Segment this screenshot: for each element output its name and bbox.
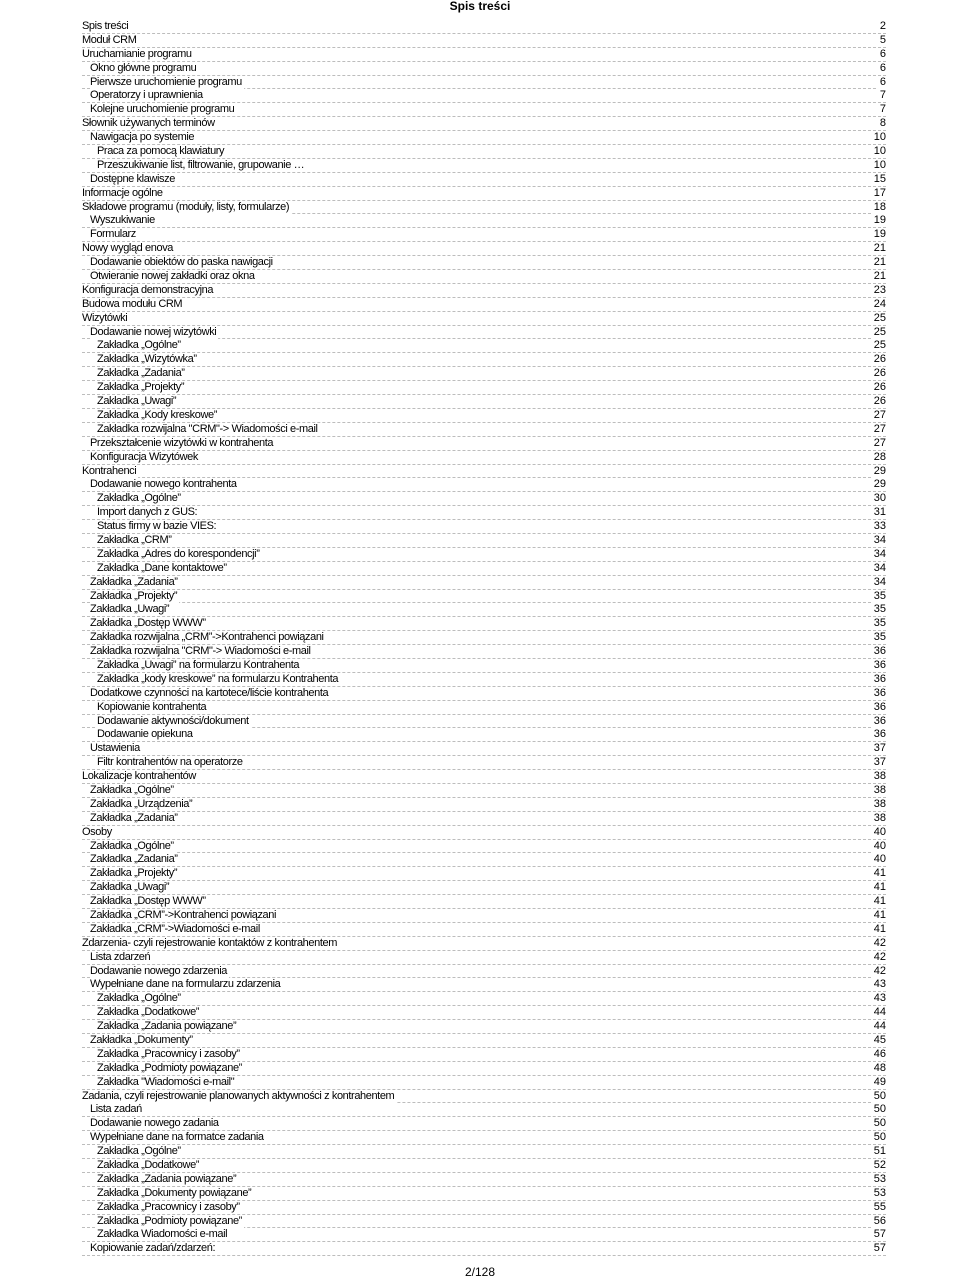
toc-entry-page: 6 xyxy=(877,76,886,89)
toc-entry-page: 41 xyxy=(871,881,886,894)
toc-entry-page: 23 xyxy=(871,284,886,297)
toc-entry-title[interactable]: Kolejne uruchomienie programu xyxy=(90,103,235,116)
toc-entry[interactable] xyxy=(82,1159,886,1173)
toc-entry-title[interactable]: Słownik używanych terminów xyxy=(82,117,215,130)
toc-entry-page: 17 xyxy=(871,187,886,200)
toc-entry-title[interactable]: Zakładka „CRM”->Kontrahenci powiązani xyxy=(90,909,277,921)
toc-entry-title[interactable]: Zakładka „Zadania” xyxy=(90,575,178,588)
toc-entry[interactable] xyxy=(82,1062,886,1076)
toc-entry-title[interactable]: Zakładka „Ogólne” xyxy=(97,1145,181,1158)
toc-entry-page: 35 xyxy=(871,631,886,644)
toc-entry-title[interactable]: Dostępne klawisze xyxy=(90,172,175,185)
toc-entry-title[interactable]: Przeszukiwanie list, filtrowanie, grupowanie … xyxy=(97,158,305,171)
toc-entry-title[interactable]: Zakładka „Uwagi” na formularzu Kontrahenta xyxy=(97,658,300,671)
toc-entry-page: 52 xyxy=(871,1159,886,1172)
toc-entry[interactable] xyxy=(82,784,886,798)
toc-entry[interactable] xyxy=(82,840,886,854)
toc-entry-title[interactable]: Zakładka „Urządzenia” xyxy=(90,797,193,810)
toc-entry-title[interactable]: Zakładka „Uwagi” xyxy=(90,603,170,616)
toc-entry-page: 46 xyxy=(871,1048,886,1061)
toc-entry-page: 36 xyxy=(871,715,886,728)
toc-entry[interactable] xyxy=(82,506,886,520)
toc-entry[interactable] xyxy=(82,965,886,979)
toc-entry[interactable] xyxy=(82,756,886,770)
toc-entry[interactable] xyxy=(82,909,886,923)
toc-entry[interactable] xyxy=(82,201,886,215)
toc-entry-page: 50 xyxy=(871,1131,886,1144)
page-header xyxy=(0,0,960,14)
toc-entry[interactable] xyxy=(82,367,886,381)
toc-entry-page: 31 xyxy=(871,506,886,519)
toc-entry-page: 34 xyxy=(871,562,886,575)
toc-entry-page: 48 xyxy=(871,1062,886,1075)
toc-entry-page: 42 xyxy=(871,965,886,978)
toc-entry[interactable] xyxy=(82,534,886,548)
toc-entry[interactable] xyxy=(82,1090,886,1104)
toc-entry-title[interactable]: Zakładka „Dostęp WWW” xyxy=(90,895,206,908)
toc-entry-title[interactable]: Filtr kontrahentów na operatorze xyxy=(97,756,243,769)
toc-entry-page: 57 xyxy=(871,1242,886,1255)
toc-entry[interactable] xyxy=(82,826,886,840)
toc-entry-title[interactable]: Lokalizacje kontrahentów xyxy=(82,770,196,783)
toc-entry-title[interactable]: Zakładka „Ogólne” xyxy=(97,339,181,352)
toc-entry-title[interactable]: Zakładka rozwijalna „CRM”->Kontrahenci powiązani xyxy=(90,631,324,644)
toc-entry-title[interactable]: Zakładka „Zadania” xyxy=(90,811,178,824)
toc-entry[interactable] xyxy=(82,895,886,909)
toc-entry-title[interactable]: Zakładka „Podmioty powiązane” xyxy=(97,1214,242,1227)
toc-entry-title[interactable]: Kontrahenci xyxy=(82,464,137,477)
toc-entry-title[interactable]: Konfiguracja demonstracyjna xyxy=(82,283,214,296)
toc-entry-title[interactable]: Pierwsze uruchomienie programu xyxy=(90,75,242,88)
toc-entry[interactable] xyxy=(82,867,886,881)
toc-entry-title[interactable]: Nowy wygląd enova xyxy=(82,242,174,255)
toc-entry-title[interactable]: Dodawanie aktywności/dokument xyxy=(97,714,249,727)
toc-entry-title[interactable]: Zakładka „Podmioty powiązane” xyxy=(97,1061,242,1074)
toc-entry-title[interactable]: Moduł CRM xyxy=(82,33,137,46)
toc-entry-title[interactable]: Zakładka „Ogólne” xyxy=(90,839,174,852)
toc-entry-page: 6 xyxy=(877,48,886,61)
toc-entry[interactable] xyxy=(82,978,886,992)
toc-entry-page: 41 xyxy=(871,923,886,936)
toc-entry[interactable] xyxy=(82,76,886,90)
toc-entry-title[interactable]: Nawigacja po systemie xyxy=(90,131,195,144)
toc-entry-page: 26 xyxy=(871,395,886,408)
toc-entry[interactable] xyxy=(82,728,886,742)
toc-entry[interactable] xyxy=(82,1131,886,1145)
toc-entry[interactable] xyxy=(82,131,886,145)
toc-entry-page: 44 xyxy=(871,1020,886,1033)
toc-entry-title[interactable]: Zakładka „Zadania” xyxy=(97,367,185,380)
toc-entry-title[interactable]: Zakładka „Zadania” xyxy=(90,853,178,866)
toc-entry-page: 51 xyxy=(871,1145,886,1158)
toc-entry-page: 34 xyxy=(871,534,886,547)
toc-entry-page: 41 xyxy=(871,867,886,880)
toc-entry-title[interactable]: Okno główne programu xyxy=(90,61,197,74)
toc-entry-page: 36 xyxy=(871,659,886,672)
toc-entry-title[interactable]: Informacje ogólne xyxy=(82,186,163,199)
toc-entry-title[interactable]: Konfiguracja Wizytówek xyxy=(90,450,198,463)
toc-entry-page: 6 xyxy=(877,62,886,75)
toc-entry-title[interactable]: Zakładka „Uwagi” xyxy=(97,395,177,408)
toc-entry-title[interactable]: Zakładka „Pracownicy i zasoby” xyxy=(97,1047,240,1060)
toc-entry[interactable] xyxy=(82,145,886,159)
toc-entry-page: 56 xyxy=(871,1215,886,1228)
toc-entry-title[interactable]: Zakładka „Kody kreskowe” xyxy=(97,408,218,421)
toc-entry-page: 21 xyxy=(871,256,886,269)
toc-entry[interactable] xyxy=(82,715,886,729)
toc-entry-page: 29 xyxy=(871,478,886,491)
toc-entry-title[interactable]: Zakładka rozwijalna "CRM"-> Wiadomości e-mail xyxy=(97,422,318,435)
toc-entry-page: 50 xyxy=(871,1117,886,1130)
toc-entry-page: 8 xyxy=(877,117,886,130)
toc-entry-page: 36 xyxy=(871,701,886,714)
toc-entry[interactable] xyxy=(82,62,886,76)
toc-entry[interactable] xyxy=(82,631,886,645)
toc-entry-title[interactable]: Zakładka „Dodatkowe” xyxy=(97,1159,200,1172)
toc-entry[interactable] xyxy=(82,603,886,617)
toc-entry-page: 26 xyxy=(871,381,886,394)
toc-entry-page: 26 xyxy=(871,367,886,380)
toc-entry-title[interactable]: Lista zadań xyxy=(90,1103,142,1116)
toc-entry[interactable] xyxy=(82,1187,886,1201)
toc-entry[interactable] xyxy=(82,576,886,590)
toc-entry[interactable] xyxy=(82,881,886,895)
toc-entry-title[interactable]: Kopiowanie kontrahenta xyxy=(97,700,207,713)
page-footer xyxy=(0,1265,960,1279)
toc-entry-page: 53 xyxy=(871,1187,886,1200)
toc-entry[interactable] xyxy=(82,812,886,826)
toc-entry-page: 10 xyxy=(871,131,886,144)
toc-entry-title[interactable]: Przekształcenie wizytówki w kontrahenta xyxy=(90,436,274,449)
toc-entry-title[interactable]: Osoby xyxy=(82,825,112,838)
toc-entry[interactable] xyxy=(82,742,886,756)
toc-entry[interactable] xyxy=(82,770,886,784)
toc-entry-page: 40 xyxy=(871,853,886,866)
toc-entry-title[interactable]: Import danych z GUS: xyxy=(97,506,198,519)
toc-entry-page: 38 xyxy=(871,812,886,825)
toc-entry[interactable] xyxy=(82,659,886,673)
table-of-contents xyxy=(82,20,886,1256)
toc-entry-page: 50 xyxy=(871,1090,886,1103)
toc-entry-title[interactable]: Zakładka „Dodatkowe” xyxy=(97,1006,200,1019)
toc-entry-page: 26 xyxy=(871,353,886,366)
toc-entry-title[interactable]: Zakładka „Projekty” xyxy=(90,589,178,602)
toc-entry-title[interactable]: Otwieranie nowej zakładki oraz okna xyxy=(90,270,255,283)
toc-entry[interactable] xyxy=(82,34,886,48)
toc-entry[interactable] xyxy=(82,159,886,173)
toc-entry-page: 19 xyxy=(871,214,886,227)
toc-entry-page: 42 xyxy=(871,951,886,964)
toc-entry[interactable] xyxy=(82,853,886,867)
toc-entry-title[interactable]: Wyszukiwanie xyxy=(90,214,155,227)
toc-entry-page: 25 xyxy=(871,326,886,339)
toc-entry[interactable] xyxy=(82,89,886,103)
toc-entry-title[interactable]: Zakładka „Projekty” xyxy=(90,867,178,880)
toc-entry-title[interactable]: Formularz xyxy=(90,228,136,241)
toc-entry-page: 42 xyxy=(871,937,886,950)
toc-entry-page: 36 xyxy=(871,673,886,686)
toc-entry-page: 49 xyxy=(871,1076,886,1089)
toc-entry-page: 41 xyxy=(871,895,886,908)
toc-entry-page: 35 xyxy=(871,603,886,616)
toc-entry[interactable] xyxy=(82,451,886,465)
toc-entry[interactable] xyxy=(82,103,886,117)
toc-entry-page: 25 xyxy=(871,339,886,352)
toc-entry[interactable] xyxy=(82,937,886,951)
toc-entry[interactable] xyxy=(82,465,886,479)
toc-entry-page: 7 xyxy=(877,103,886,116)
toc-entry[interactable] xyxy=(82,548,886,562)
header-title: Spis treści xyxy=(449,0,511,13)
toc-entry-page: 57 xyxy=(871,1228,886,1241)
toc-entry[interactable] xyxy=(82,1020,886,1034)
toc-entry-page: 2 xyxy=(877,20,886,33)
toc-entry-title[interactable]: Zakładka „Zadania powiązane” xyxy=(97,1172,237,1185)
toc-entry-title[interactable]: Dodawanie nowej wizytówki xyxy=(90,325,217,338)
toc-entry[interactable] xyxy=(82,1228,886,1242)
toc-entry[interactable] xyxy=(82,284,886,298)
toc-entry-page: 21 xyxy=(871,242,886,255)
toc-entry[interactable] xyxy=(82,409,886,423)
toc-entry-page: 36 xyxy=(871,687,886,700)
toc-entry-page: 10 xyxy=(871,145,886,158)
toc-entry[interactable] xyxy=(82,1215,886,1229)
toc-entry-title[interactable]: Zakładka „Ogólne” xyxy=(97,492,181,505)
toc-entry-title[interactable]: Zakładka „Dane kontaktowe” xyxy=(97,561,227,574)
toc-entry[interactable] xyxy=(82,423,886,437)
toc-entry-page: 21 xyxy=(871,270,886,283)
toc-entry-title[interactable]: Zakładka „Projekty” xyxy=(97,381,185,394)
toc-entry-page: 33 xyxy=(871,520,886,533)
toc-entry[interactable] xyxy=(82,326,886,340)
toc-entry-title[interactable]: Zakładka Wiadomości e-mail xyxy=(97,1228,228,1241)
toc-entry-title[interactable]: Dodawanie nowego zadania xyxy=(90,1117,219,1130)
toc-entry-title[interactable]: Zakładka „Pracownicy i zasoby” xyxy=(97,1200,240,1213)
toc-entry[interactable] xyxy=(82,1117,886,1131)
toc-entry[interactable] xyxy=(82,353,886,367)
toc-entry[interactable] xyxy=(82,951,886,965)
toc-entry-page: 24 xyxy=(871,298,886,311)
toc-entry-page: 18 xyxy=(871,201,886,214)
toc-entry-title[interactable]: Zakładka „Wizytówka” xyxy=(97,353,197,366)
toc-entry-title[interactable]: Operatorzy i uprawnienia xyxy=(90,89,203,102)
toc-entry-page: 27 xyxy=(871,423,886,436)
toc-entry[interactable] xyxy=(82,117,886,131)
toc-entry-title[interactable]: Zakładka "Wiadomości e-mail" xyxy=(97,1075,235,1088)
toc-entry[interactable] xyxy=(82,1048,886,1062)
toc-entry-page: 53 xyxy=(871,1173,886,1186)
toc-entry-title[interactable]: Spis treści xyxy=(82,20,129,32)
toc-entry-title[interactable]: Zadania, czyli rejestrowanie planowanych aktywności z kontrahentem xyxy=(82,1089,395,1102)
toc-entry-title[interactable]: Budowa modułu CRM xyxy=(82,297,183,310)
toc-entry-title[interactable]: Wypełniane dane na formatce zadania xyxy=(90,1131,264,1144)
toc-entry-title[interactable]: Uruchamianie programu xyxy=(82,47,192,60)
toc-entry-page: 40 xyxy=(871,826,886,839)
toc-entry[interactable] xyxy=(82,298,886,312)
toc-entry[interactable] xyxy=(82,590,886,604)
page-number: 2/128 xyxy=(464,1265,496,1279)
toc-entry[interactable] xyxy=(82,48,886,62)
toc-entry[interactable] xyxy=(82,492,886,506)
toc-entry-page: 36 xyxy=(871,645,886,658)
toc-entry-page: 35 xyxy=(871,590,886,603)
toc-entry[interactable] xyxy=(82,312,886,326)
toc-entry[interactable] xyxy=(82,923,886,937)
toc-entry-title[interactable]: Dodawanie obiektów do paska nawigacji xyxy=(90,256,273,269)
toc-entry-title[interactable]: Zdarzenia- czyli rejestrowanie kontaktów z kontrahentem xyxy=(82,936,337,949)
toc-entry-page: 37 xyxy=(871,742,886,755)
toc-entry-title[interactable]: Zakładka „Dokumenty” xyxy=(90,1034,193,1047)
toc-entry[interactable] xyxy=(82,270,886,284)
toc-entry[interactable] xyxy=(82,395,886,409)
toc-entry[interactable] xyxy=(82,798,886,812)
toc-entry-page: 44 xyxy=(871,1006,886,1019)
toc-entry-title[interactable]: Praca za pomocą klawiatury xyxy=(97,145,225,158)
toc-entry[interactable] xyxy=(82,617,886,631)
toc-entry-page: 34 xyxy=(871,576,886,589)
toc-entry-page: 50 xyxy=(871,1103,886,1116)
toc-entry[interactable] xyxy=(82,645,886,659)
toc-entry-title[interactable]: Zakładka „Dokumenty powiązane” xyxy=(97,1186,252,1199)
toc-entry[interactable] xyxy=(82,478,886,492)
toc-entry[interactable] xyxy=(82,228,886,242)
toc-entry-title[interactable]: Wizytówki xyxy=(82,311,128,324)
toc-entry-page: 27 xyxy=(871,409,886,422)
toc-entry-title[interactable]: Zakładka „Dostęp WWW” xyxy=(90,617,206,630)
toc-entry-page: 40 xyxy=(871,840,886,853)
toc-entry-title[interactable]: Zakładka „Uwagi” xyxy=(90,881,170,894)
toc-entry-page: 29 xyxy=(871,465,886,478)
toc-entry-page: 41 xyxy=(871,909,886,922)
toc-entry[interactable] xyxy=(82,1103,886,1117)
toc-entry-title[interactable]: Ustawienia xyxy=(90,742,140,755)
toc-entry-page: 34 xyxy=(871,548,886,561)
toc-entry-page: 36 xyxy=(871,728,886,741)
toc-entry-title[interactable]: Zakładka „CRM” xyxy=(97,533,172,546)
toc-entry-page: 35 xyxy=(871,617,886,630)
toc-entry-title[interactable]: Status firmy w bazie VIES: xyxy=(97,520,217,533)
toc-entry-title[interactable]: Zakładka „kody kreskowe” na formularzu Kontrahenta xyxy=(97,672,339,685)
toc-entry-page: 45 xyxy=(871,1034,886,1047)
toc-entry-title[interactable]: Kopiowanie zadań/zdarzeń: xyxy=(90,1242,216,1255)
toc-entry[interactable] xyxy=(82,1006,886,1020)
toc-entry-page: 28 xyxy=(871,451,886,464)
toc-entry-page: 15 xyxy=(871,173,886,186)
toc-entry-title[interactable]: Dodawanie opiekuna xyxy=(97,728,193,741)
toc-entry[interactable] xyxy=(82,687,886,701)
toc-entry[interactable] xyxy=(82,256,886,270)
toc-entry-page: 7 xyxy=(877,89,886,102)
toc-entry-page: 10 xyxy=(871,159,886,172)
toc-entry-title[interactable]: Wypełniane dane na formularzu zdarzenia xyxy=(90,978,281,991)
toc-entry-page: 43 xyxy=(871,992,886,1005)
toc-entry-title[interactable]: Zakładka „Zadania powiązane” xyxy=(97,1020,237,1033)
toc-entry[interactable] xyxy=(82,520,886,534)
toc-entry[interactable] xyxy=(82,1242,886,1256)
toc-entry[interactable] xyxy=(82,339,886,353)
toc-entry-title[interactable]: Zakładka „Ogólne” xyxy=(97,992,181,1005)
toc-entry-title[interactable]: Zakładka rozwijalna "CRM"-> Wiadomości e-mail xyxy=(90,645,311,658)
toc-entry-title[interactable]: Dodawanie nowego zdarzenia xyxy=(90,964,227,977)
toc-entry-page: 5 xyxy=(877,34,886,47)
toc-entry[interactable] xyxy=(82,242,886,256)
toc-entry-title[interactable]: Zakładka „Ogólne” xyxy=(90,783,174,796)
toc-entry-page: 19 xyxy=(871,228,886,241)
toc-entry-page: 38 xyxy=(871,798,886,811)
toc-entry[interactable] xyxy=(82,20,886,34)
toc-entry[interactable] xyxy=(82,1145,886,1159)
toc-entry-page: 38 xyxy=(871,770,886,783)
toc-entry-page: 30 xyxy=(871,492,886,505)
toc-entry-title[interactable]: Zakładka „Adres do korespondencji” xyxy=(97,547,260,560)
toc-entry[interactable] xyxy=(82,992,886,1006)
toc-entry-page: 25 xyxy=(871,312,886,325)
toc-entry[interactable] xyxy=(82,562,886,576)
toc-entry[interactable] xyxy=(82,1201,886,1215)
toc-entry-title[interactable]: Lista zdarzeń xyxy=(90,950,151,963)
toc-entry-page: 55 xyxy=(871,1201,886,1214)
toc-entry[interactable] xyxy=(82,1076,886,1090)
toc-entry[interactable] xyxy=(82,381,886,395)
toc-entry-title[interactable]: Składowe programu (moduły, listy, formularze) xyxy=(82,200,290,213)
toc-entry-title[interactable]: Zakładka „CRM”->Wiadomości e-mail xyxy=(90,922,260,935)
toc-entry-title[interactable]: Dodawanie nowego kontrahenta xyxy=(90,478,237,491)
toc-entry[interactable] xyxy=(82,173,886,187)
toc-entry-title[interactable]: Dodatkowe czynności na kartotece/liście kontrahenta xyxy=(90,686,329,699)
toc-entry[interactable] xyxy=(82,1034,886,1048)
toc-entry-page: 43 xyxy=(871,978,886,991)
toc-entry[interactable] xyxy=(82,214,886,228)
toc-entry[interactable] xyxy=(82,1173,886,1187)
toc-entry[interactable] xyxy=(82,437,886,451)
toc-entry-page: 37 xyxy=(871,756,886,769)
toc-entry[interactable] xyxy=(82,673,886,687)
toc-entry[interactable] xyxy=(82,187,886,201)
toc-entry-page: 27 xyxy=(871,437,886,450)
toc-entry[interactable] xyxy=(82,701,886,715)
toc-entry-page: 38 xyxy=(871,784,886,797)
